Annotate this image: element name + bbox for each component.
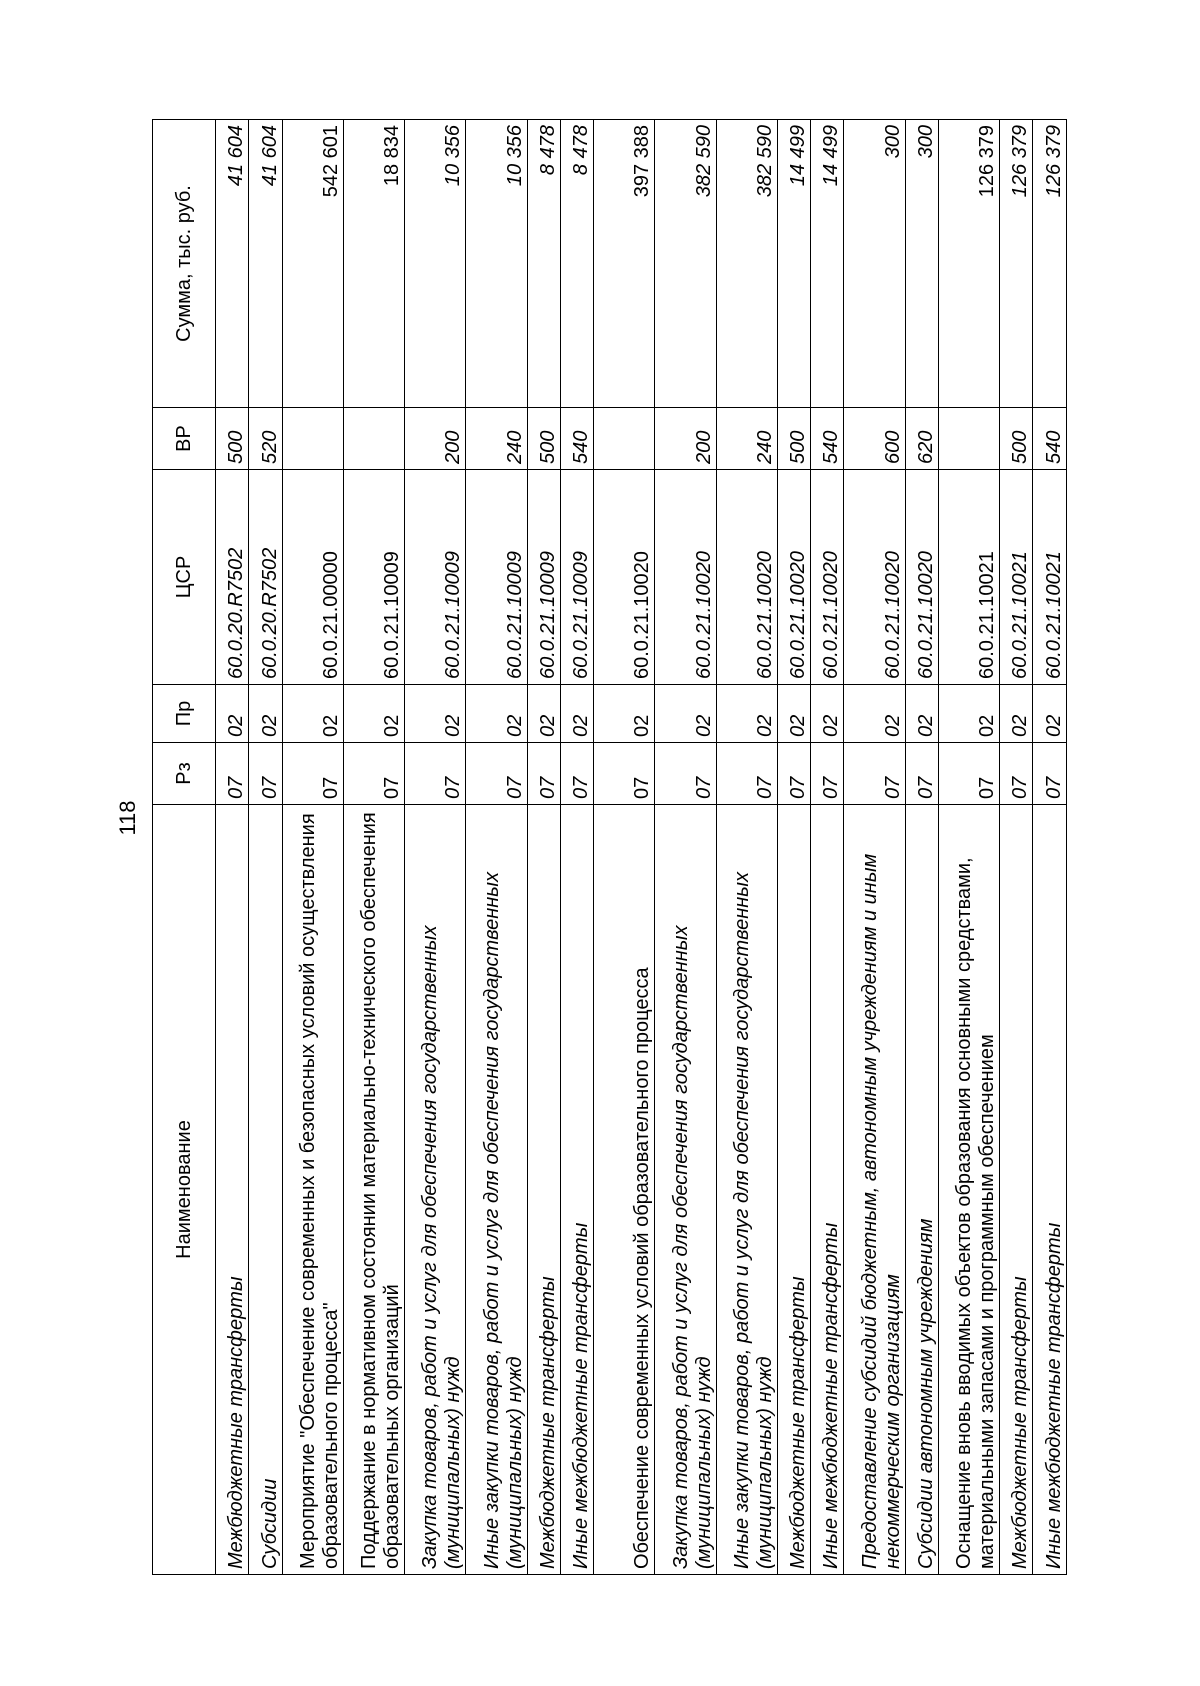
cell-name: Субсидии автономным учреждениям [905,805,938,1575]
table-row [655,120,716,1575]
cell-pr: 02 [905,685,938,743]
cell-vr: 200 [655,408,716,470]
cell-rz: 07 [716,743,777,805]
cell-sum: 41 604 [249,120,282,408]
cell-csr: 60.0.21.10020 [655,470,716,685]
table-row [1000,120,1033,1575]
cell-csr: 60.0.21.10020 [811,470,844,685]
cell-vr [938,408,999,470]
cell-pr: 02 [282,685,343,743]
cell-sum: 300 [905,120,938,408]
cell-sum: 10 356 [405,120,466,408]
cell-vr: 500 [527,408,560,470]
cell-name: Межбюджетные трансферты [216,805,249,1575]
cell-pr: 02 [844,685,905,743]
cell-rz: 07 [466,743,527,805]
table-row [1033,120,1067,1575]
cell-name: Закупка товаров, работ и услуг для обеспечения государственных (муниципальных) нужд [405,805,466,1575]
cell-sum: 542 601 [282,120,343,408]
cell-name: Закупка товаров, работ и услуг для обеспечения государственных (муниципальных) нужд [655,805,716,1575]
cell-rz: 07 [777,743,810,805]
cell-pr: 02 [655,685,716,743]
cell-name: Иные межбюджетные трансферты [811,805,844,1575]
table-row [405,120,466,1575]
cell-pr: 02 [1033,685,1067,743]
cell-sum: 126 379 [1000,120,1033,408]
cell-rz: 07 [844,743,905,805]
cell-vr: 500 [1000,408,1033,470]
cell-pr: 02 [1000,685,1033,743]
cell-vr: 620 [905,408,938,470]
cell-pr: 02 [466,685,527,743]
cell-name: Иные закупки товаров, работ и услуг для обеспечения государственных (муниципальных) нужд [716,805,777,1575]
table-row [594,120,655,1575]
cell-pr: 02 [777,685,810,743]
cell-csr: 60.0.21.10021 [1000,470,1033,685]
cell-rz: 07 [405,743,466,805]
cell-rz: 07 [655,743,716,805]
table-row [527,120,560,1575]
table-row [282,120,343,1575]
header-name: Наименование [153,805,216,1575]
cell-csr: 60.0.21.10009 [527,470,560,685]
header-vr: ВР [153,408,216,470]
cell-vr: 540 [560,408,593,470]
cell-pr: 02 [938,685,999,743]
table-row [249,120,282,1575]
cell-vr: 240 [716,408,777,470]
table-row [938,120,999,1575]
cell-name: Мероприятие "Обеспечение современных и безопасных условий осуществления образовательного процесса" [282,805,343,1575]
table-row [216,120,249,1575]
cell-rz: 07 [216,743,249,805]
cell-vr: 540 [811,408,844,470]
header-sum: Сумма, тыс. руб. [153,120,216,408]
cell-vr [282,408,343,470]
table-row [777,120,810,1575]
cell-pr: 02 [527,685,560,743]
cell-csr: 60.0.21.10009 [560,470,593,685]
cell-vr: 200 [405,408,466,470]
cell-csr: 60.0.21.10021 [1033,470,1067,685]
cell-csr: 60.0.21.10020 [844,470,905,685]
cell-name: Поддержание в нормативном состоянии материально-технического обеспечения образовательных организаций [343,805,404,1575]
table-row [844,120,905,1575]
cell-csr: 60.0.21.10009 [466,470,527,685]
cell-name: Оснащение вновь вводимых объектов образования основными средствами, материальными запасами и программным обеспечением [938,805,999,1575]
cell-sum: 41 604 [216,120,249,408]
cell-csr: 60.0.21.10020 [777,470,810,685]
cell-rz: 07 [1000,743,1033,805]
cell-sum: 382 590 [655,120,716,408]
table-row [343,120,404,1575]
cell-vr: 500 [777,408,810,470]
cell-pr: 02 [249,685,282,743]
cell-vr: 500 [216,408,249,470]
cell-name: Межбюджетные трансферты [1000,805,1033,1575]
cell-name: Иные межбюджетные трансферты [560,805,593,1575]
cell-sum: 18 834 [343,120,404,408]
cell-name: Обеспечение современных условий образовательного процесса [594,805,655,1575]
cell-pr: 02 [594,685,655,743]
budget-table [152,119,1067,1575]
cell-rz: 07 [811,743,844,805]
cell-csr: 60.0.21.10020 [905,470,938,685]
cell-name: Межбюджетные трансферты [777,805,810,1575]
table-body [216,120,1067,1575]
cell-sum: 126 379 [938,120,999,408]
cell-vr: 600 [844,408,905,470]
cell-rz: 07 [282,743,343,805]
cell-vr: 520 [249,408,282,470]
cell-name: Иные межбюджетные трансферты [1033,805,1067,1575]
cell-pr: 02 [716,685,777,743]
cell-pr: 02 [405,685,466,743]
cell-rz: 07 [594,743,655,805]
cell-name: Субсидии [249,805,282,1575]
cell-csr: 60.0.21.10020 [716,470,777,685]
budget-table-container [152,120,1067,1575]
cell-sum: 8 478 [560,120,593,408]
cell-vr: 240 [466,408,527,470]
cell-pr: 02 [560,685,593,743]
cell-sum: 300 [844,120,905,408]
cell-csr: 60.0.21.10021 [938,470,999,685]
cell-csr: 60.0.21.10009 [405,470,466,685]
cell-vr [343,408,404,470]
cell-pr: 02 [811,685,844,743]
cell-csr: 60.0.21.10009 [343,470,404,685]
cell-name: Иные закупки товаров, работ и услуг для обеспечения государственных (муниципальных) нужд [466,805,527,1575]
cell-vr [594,408,655,470]
cell-rz: 07 [938,743,999,805]
cell-pr: 02 [343,685,404,743]
cell-vr: 540 [1033,408,1067,470]
cell-csr: 60.0.21.10020 [594,470,655,685]
cell-csr: 60.0.21.00000 [282,470,343,685]
cell-csr: 60.0.20.R7502 [216,470,249,685]
cell-sum: 382 590 [716,120,777,408]
cell-name: Предоставление субсидий бюджетным, автономным учреждениям и иным некоммерческим организациям [844,805,905,1575]
cell-sum: 10 356 [466,120,527,408]
table-row [466,120,527,1575]
cell-rz: 07 [905,743,938,805]
cell-sum: 14 499 [811,120,844,408]
table-row [716,120,777,1575]
cell-rz: 07 [1033,743,1067,805]
header-pr: Пр [153,685,216,743]
table-row [811,120,844,1575]
cell-pr: 02 [216,685,249,743]
cell-rz: 07 [343,743,404,805]
table-row [905,120,938,1575]
cell-rz: 07 [527,743,560,805]
table-header-row [153,120,216,1575]
cell-rz: 07 [249,743,282,805]
cell-csr: 60.0.20.R7502 [249,470,282,685]
cell-rz: 07 [560,743,593,805]
cell-sum: 397 388 [594,120,655,408]
cell-sum: 8 478 [527,120,560,408]
table-row [560,120,593,1575]
cell-sum: 126 379 [1033,120,1067,408]
cell-sum: 14 499 [777,120,810,408]
cell-name: Межбюджетные трансферты [527,805,560,1575]
header-csr: ЦСР [153,470,216,685]
header-rz: Рз [153,743,216,805]
page-number: 118 [115,800,140,836]
